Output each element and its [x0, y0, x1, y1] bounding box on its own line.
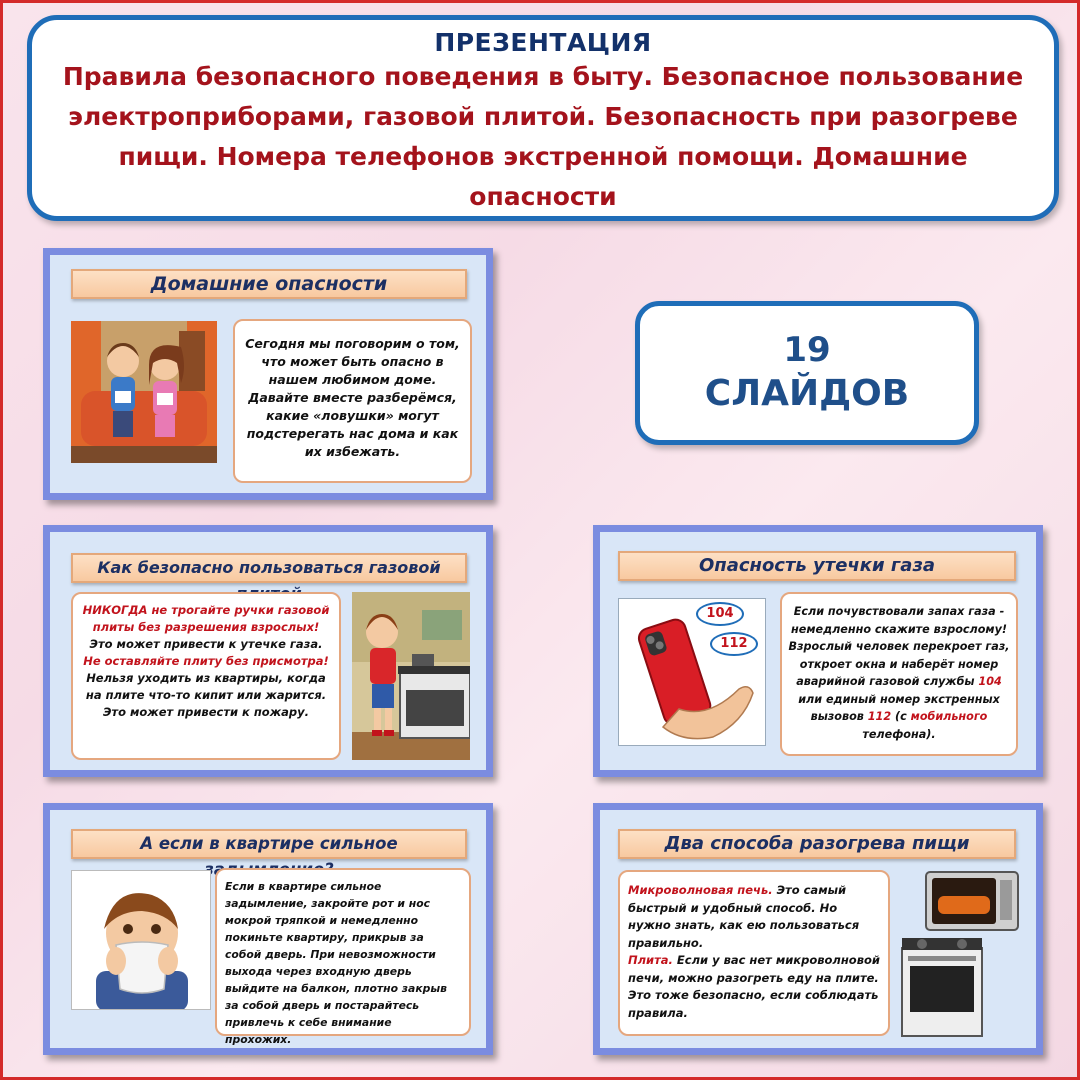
header-banner: [27, 15, 1059, 221]
phone-in-hand-illustration: [618, 598, 766, 746]
slide-text-1: Это может привести к утечке газа.: [89, 637, 323, 651]
method-2-text: Если у вас нет микроволновой печи, можно разогреть еду на плите. Это тоже безопасно, если соблюдать правила.: [628, 953, 880, 1020]
slide-text-card: [71, 592, 341, 760]
slide-count-number: 19: [783, 330, 831, 370]
slide-thumbnail-home-dangers: [43, 248, 493, 500]
slide-text-1: Если почувствовали запах газа - немедленно скажите взрослому! Взрослый человек перекроет газ, откроет окна и наберёт номер аварийной газовой службы: [788, 605, 1010, 688]
warning-text-2: Не оставляйте плиту без присмотра!: [83, 654, 329, 668]
slide-text: Сегодня мы поговорим о том, что может быть опасно в нашем любимом доме. Давайте вместе разберёмся, какие «ловушки» могут подстерегать нас дома и как их избежать.: [245, 336, 460, 459]
method-1-label: Микроволновая печь.: [628, 883, 773, 897]
phone-number-bubble-2: 112: [710, 632, 758, 656]
boy-at-stove-illustration: [352, 592, 470, 760]
slide-thumbnail-smoke: [43, 803, 493, 1055]
microwave-illustration: [924, 870, 1020, 932]
slide-count-word: СЛАЙДОВ: [704, 373, 910, 414]
slide-text-card: [618, 870, 890, 1036]
slide-thumbnail-gas-leak: [593, 525, 1043, 777]
slide-text-2: Нельзя уходить из квартиры, когда на плите что-то кипит или жарится. Это может привести к пожару.: [85, 671, 327, 719]
warning-text-1: НИКОГДА не трогайте ручки газовой плиты без разрешения взрослых!: [82, 603, 330, 634]
slide-text-4: телефона).: [862, 727, 936, 741]
slide-thumbnail-gas-stove: [43, 525, 493, 777]
slide-text-2: или единый номер экстренных вызовов: [798, 692, 1000, 723]
slide-count-badge: [635, 301, 979, 445]
slide-text-card: [215, 868, 471, 1046]
stove-illustration: [900, 934, 984, 1038]
method-1-text: Это самый быстрый и удобный способ. Но нужно знать, как ею пользоваться правильно.: [628, 883, 860, 950]
slide-title: Как безопасно пользоваться газовой: [71, 553, 467, 583]
children-reading-illustration: [71, 321, 217, 463]
slide-title: А если в квартире сильное: [71, 829, 467, 859]
gas-service-number: 104: [978, 675, 1002, 688]
slide-text-card: [780, 592, 1018, 756]
emergency-number: 112: [867, 710, 892, 723]
slide-title: Опасность утечки газа: [618, 551, 1016, 581]
slide-text: Если в квартире сильное задымление, закройте рот и нос мокрой тряпкой и немедленно покиньте квартиру, прикрыв за собой дверь. При невозможности выхода через входную дверь выйдите на балкон, плотно закрыв за собой дверь и постарайтесь привлечь к себе внимание прохожих.: [225, 880, 447, 1046]
phone-number-bubble-1: 104: [696, 602, 744, 626]
header-kicker: ПРЕЗЕНТАЦИЯ: [434, 28, 652, 57]
header-title: Правила безопасного поведения в быту. Безопасное пользование электроприборами, газовой плитой. Безопасность при разогреве пищи. Номера телефонов экстренной помощи. Домашние опасности: [62, 62, 1024, 211]
boy-covering-face-illustration: [71, 870, 211, 1010]
method-2-label: Плита.: [628, 953, 673, 967]
slide-text-3: (с: [895, 710, 907, 723]
mobile-word: мобильного: [910, 710, 988, 723]
slide-title: Домашние опасности: [71, 269, 467, 299]
slide-title: Два способа разогрева пищи: [618, 829, 1016, 859]
slide-text-card: [233, 319, 472, 483]
slide-thumbnail-food-heating: [593, 803, 1043, 1055]
